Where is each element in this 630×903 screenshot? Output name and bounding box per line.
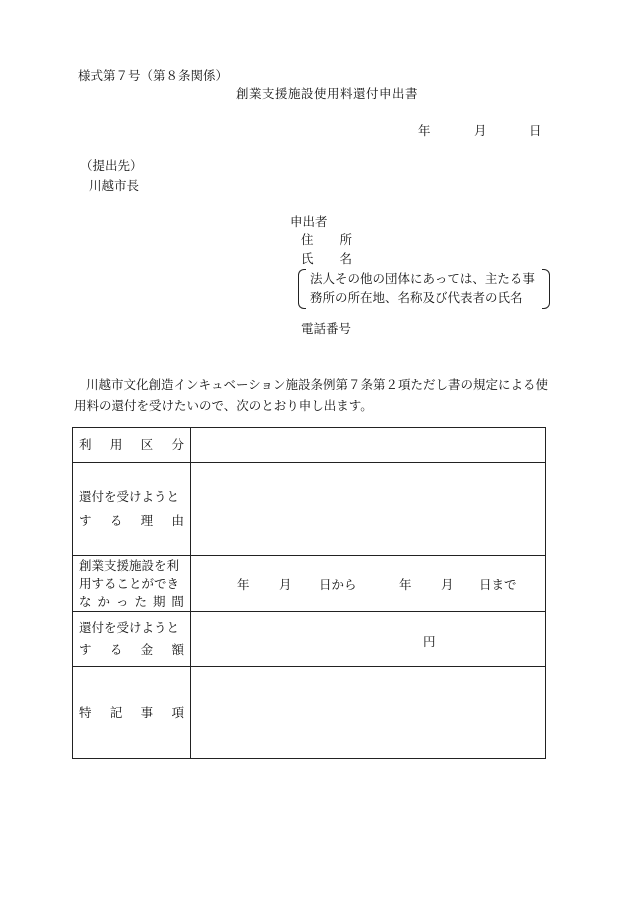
address-char: 住 <box>301 232 314 247</box>
label-char: 特 <box>79 704 92 720</box>
recipient-name: 川越市長 <box>89 178 140 193</box>
table-row <box>73 556 546 612</box>
phone-label: 電話番号 <box>301 321 352 336</box>
form-number: 様式第７号（第８条関係） <box>78 68 229 83</box>
label-char: 分 <box>171 437 184 452</box>
refund-reason-label <box>73 463 191 556</box>
applicant-label: 申出者 <box>290 214 328 229</box>
date-year-label: 年 <box>418 123 431 138</box>
to-day-label: 日まで <box>479 577 517 592</box>
usage-category-field[interactable] <box>191 428 546 463</box>
refund-reason-field[interactable] <box>191 463 546 556</box>
table-row <box>73 463 546 556</box>
label-char: か <box>97 593 110 609</box>
special-notes-label <box>73 667 191 759</box>
date-day-label: 日 <box>529 123 542 138</box>
label-text: 還付を受けようと <box>79 489 180 504</box>
corporate-note-line: 務所の所在地、名称及び代表者の氏名 <box>310 290 523 305</box>
label-char: 理 <box>140 513 154 528</box>
label-text: 還付を受けようと <box>79 620 180 635</box>
to-month-label: 月 <box>441 577 454 592</box>
usage-category-label <box>73 428 191 463</box>
refund-amount-field[interactable] <box>191 612 546 667</box>
label-text: 創業支援施設を利 <box>79 557 180 573</box>
label-char: 利 <box>79 437 92 452</box>
label-char: す <box>79 642 92 657</box>
left-bracket <box>298 269 306 309</box>
label-char: 項 <box>171 704 184 720</box>
table-row <box>73 428 546 463</box>
label-line <box>79 488 184 506</box>
label-char: す <box>79 513 92 528</box>
label-char: 用 <box>109 437 123 452</box>
label-char: る <box>109 642 123 657</box>
label-char: た <box>134 593 147 609</box>
label-char: 間 <box>171 593 184 609</box>
from-year-label: 年 <box>237 577 250 592</box>
label-char: 由 <box>171 513 184 528</box>
label-text: 用することができ <box>79 575 180 591</box>
application-table <box>72 427 546 759</box>
refund-amount-label <box>73 612 191 667</box>
label-char: 額 <box>171 642 184 657</box>
label-char: 期 <box>152 593 166 609</box>
label-char: る <box>109 513 123 528</box>
applicant-address-label <box>301 230 352 248</box>
table-row <box>73 612 546 667</box>
label-char: 事 <box>140 704 154 720</box>
unavailable-period-label <box>73 556 191 612</box>
from-day-label: 日から <box>319 577 357 592</box>
right-bracket <box>542 269 550 309</box>
table-row <box>73 667 546 759</box>
unavailable-period-field[interactable] <box>191 556 546 612</box>
name-char: 名 <box>339 251 353 266</box>
label-char: 記 <box>109 704 123 720</box>
label-char: 金 <box>140 642 154 657</box>
document-title: 創業支援施設使用料還付申出書 <box>235 86 418 101</box>
yen-unit: 円 <box>423 634 436 649</box>
special-notes-field[interactable] <box>191 667 546 759</box>
name-char: 氏 <box>301 251 314 266</box>
corporate-note <box>296 266 550 308</box>
label-char: っ <box>115 593 129 609</box>
from-month-label: 月 <box>279 577 292 592</box>
label-char: な <box>79 593 92 609</box>
applicant-name-label <box>301 249 352 267</box>
address-char: 所 <box>339 232 353 247</box>
label-char: 区 <box>140 437 154 452</box>
recipient-label: （提出先） <box>80 158 143 173</box>
application-statement: 川越市文化創造インキュベーション施設条例第７条第２項ただし書の規定による使用料の還付を受けたいので、次のとおり申し出ます。 <box>74 377 549 413</box>
to-year-label: 年 <box>399 577 412 592</box>
date-month-label: 月 <box>474 123 487 138</box>
corporate-note-line: 法人その他の団体にあっては、主たる事 <box>310 271 535 286</box>
